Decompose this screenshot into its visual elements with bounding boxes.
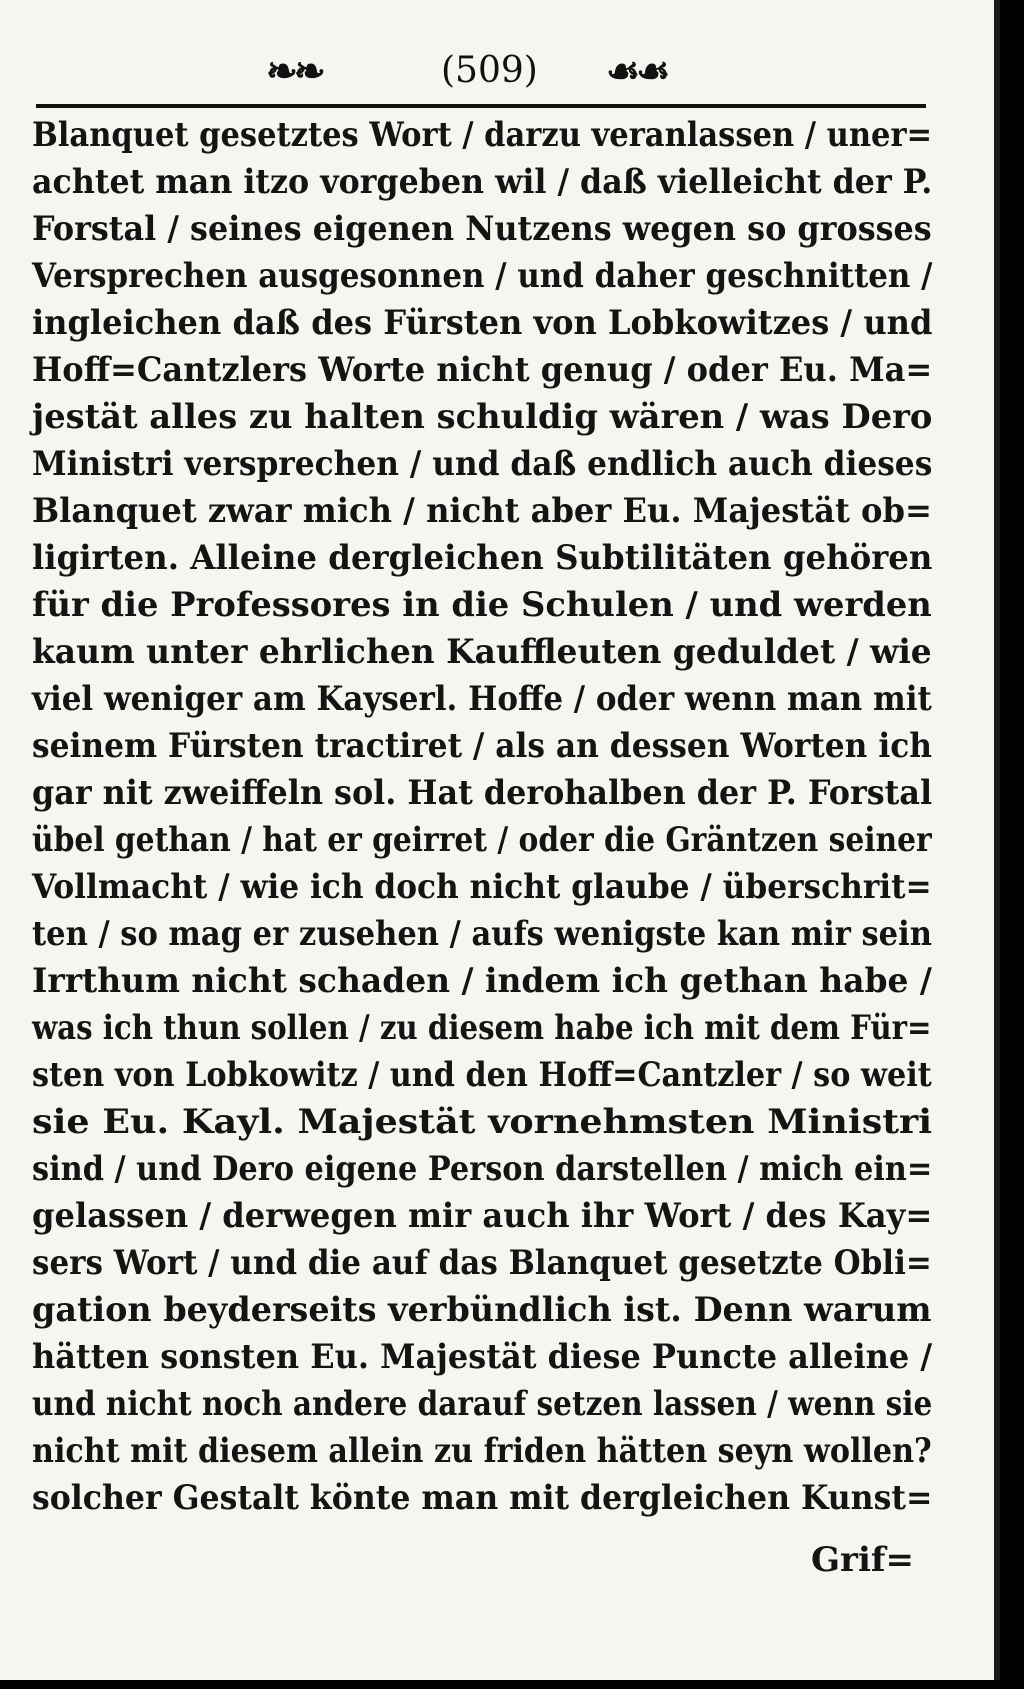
text-line: Forstal / seines eigenen Nutzens wegen so grosses: [32, 209, 932, 249]
text-line: Vollmacht / wie ich doch nicht glaube / überschrit=: [32, 867, 932, 907]
text-line: gar nit zweiffeln sol. Hat derohalben der P. Forstal: [32, 773, 933, 813]
text-line: kaum unter ehrlichen Kauffleuten geduldet / wie: [32, 632, 932, 672]
text-line: sers Wort / und die auf das Blanquet gesetzte Obli=: [32, 1243, 932, 1283]
text-line: ligirten. Alleine dergleichen Subtilitäten gehören: [32, 538, 933, 578]
text-line: nicht mit diesem allein zu friden hätten seyn wollen?: [32, 1431, 932, 1471]
text-line: sten von Lobkowitz / und den Hoff=Cantzler / so weit: [32, 1055, 932, 1095]
page-header: [36, 42, 926, 102]
text-line: jestät alles zu halten schuldig wären / was Dero: [32, 397, 933, 437]
body-text: [32, 112, 932, 1522]
catchword: Grif=: [811, 1540, 914, 1580]
text-line: gation beyderseits verbündlich ist. Denn warum: [32, 1290, 932, 1330]
text-line: ten / so mag er zusehen / aufs wenigste kan mir sein: [32, 914, 932, 954]
text-line: seinem Fürsten tractiret / als an dessen Worten ich: [32, 726, 932, 766]
text-line: übel gethan / hat er geirret / oder die Gräntzen seiner: [32, 820, 932, 860]
text-line: gelassen / derwegen mir auch ihr Wort / des Kay=: [32, 1196, 933, 1236]
text-line: Ministri versprechen / und daß endlich auch dieses: [32, 444, 933, 484]
text-line: Blanquet gesetztes Wort / darzu veranlassen / uner=: [32, 115, 933, 155]
header-ornament-right: ☙☙: [606, 48, 667, 93]
text-line: ingleichen daß des Fürsten von Lobkowitzes / und: [32, 303, 933, 343]
text-line: sie Eu. Kayl. Majestät vornehmsten Ministri: [32, 1102, 933, 1142]
text-line: Blanquet zwar mich / nicht aber Eu. Majestät ob=: [32, 491, 932, 531]
text-line: Hoff=Cantzlers Worte nicht genug / oder Eu. Ma=: [32, 350, 933, 390]
text-line: achtet man itzo vorgeben wil / daß vielleicht der P.: [32, 162, 933, 202]
page-number: (509): [441, 50, 538, 91]
text-line: viel weniger am Kayserl. Hoffe / oder wenn man mit: [32, 679, 932, 719]
text-line: solcher Gestalt könte man mit dergleichen Kunst=: [32, 1478, 933, 1518]
text-line: und nicht noch andere darauf setzen lassen / wenn sie: [32, 1384, 933, 1424]
text-line: hätten sonsten Eu. Majestät diese Puncte alleine /: [32, 1337, 933, 1377]
text-line: was ich thun sollen / zu diesem habe ich mit dem Für=: [32, 1008, 932, 1048]
text-line: Irrthum nicht schaden / indem ich gethan habe /: [32, 961, 932, 1001]
header-ornament-left: ❧❧: [266, 48, 322, 93]
header-rule: [36, 104, 926, 108]
text-line: sind / und Dero eigene Person darstellen / mich ein=: [32, 1149, 933, 1189]
text-line: für die Professores in die Schulen / und werden: [32, 585, 932, 625]
text-line: Versprechen ausgesonnen / und daher geschnitten /: [32, 256, 933, 296]
